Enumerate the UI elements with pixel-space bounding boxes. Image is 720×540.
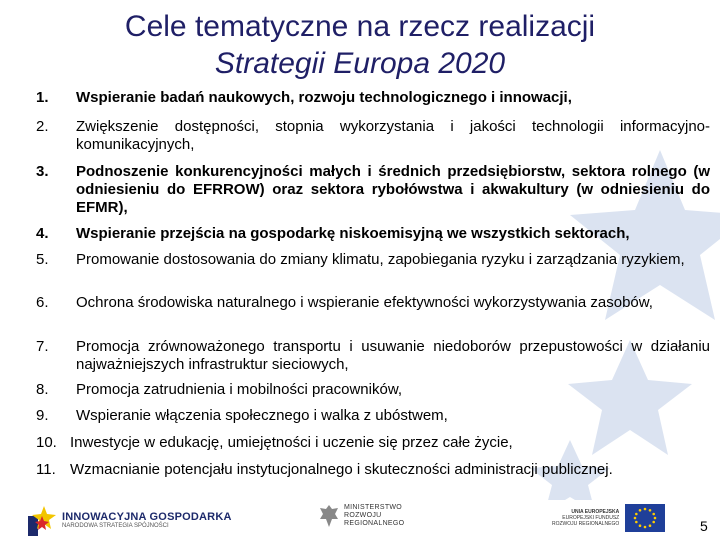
item-text: Podnoszenie konkurencyjności małych i średnich przedsiębiorstw, sektora rolnego (w odniesieniu do EFRROW) oraz sektora rybołówstwa i akwakultury (w odniesieniu do EFMR), bbox=[76, 163, 710, 216]
ig-star-icon bbox=[28, 504, 58, 536]
item-text: Promocja zatrudnienia i mobilności pracowników, bbox=[76, 381, 402, 398]
item-number: 6. bbox=[36, 294, 49, 311]
list-item bbox=[34, 434, 710, 452]
list-item bbox=[34, 89, 710, 107]
logo-right-line2: EUROPEJSKI FUNDUSZ bbox=[562, 515, 620, 521]
item-text: Inwestycje w edukację, umiejętności i uczenie się przez całe życie, bbox=[70, 434, 513, 451]
item-text: Wzmacnianie potencjału instytucjonalnego i skuteczności administracji publicznej. bbox=[70, 461, 613, 478]
logo-mid-line1: MINISTERSTWO bbox=[344, 504, 403, 511]
logo-left-line1: INNOWACYJNA GOSPODARKA bbox=[62, 511, 232, 523]
title-line-1: Cele tematyczne na rzecz realizacji bbox=[124, 10, 596, 43]
eu-flag-icon bbox=[625, 504, 665, 532]
list-item bbox=[34, 225, 710, 243]
logo-mid-line2: ROZWOJU bbox=[344, 512, 382, 519]
item-text: Promocja zrównoważonego transportu i usuwanie niedoborów przepustowości w działaniu najważniejszych infrastruktur sieciowych, bbox=[76, 338, 710, 373]
item-number: 11. bbox=[36, 461, 56, 478]
page-title bbox=[40, 8, 680, 82]
item-number: 1. bbox=[36, 89, 49, 106]
list-item bbox=[34, 294, 710, 312]
eu-logo bbox=[552, 504, 665, 532]
list-item bbox=[34, 118, 710, 154]
item-number: 4. bbox=[36, 225, 49, 242]
ministry-logo bbox=[318, 503, 404, 529]
list-item bbox=[34, 163, 710, 217]
logo-mid-line3: REGIONALNEGO bbox=[344, 520, 405, 527]
logo-left-line2: NARODOWA STRATEGIA SPÓJNOŚCI bbox=[62, 523, 169, 529]
item-number: 2. bbox=[36, 118, 49, 135]
item-text: Promowanie dostosowania do zmiany klimatu, zapobiegania ryzyku i zarządzania ryzykiem, bbox=[76, 251, 685, 268]
item-number: 10. bbox=[36, 434, 57, 451]
title-line-2: Strategii Europa 2020 bbox=[214, 47, 506, 80]
item-text: Wspieranie badań naukowych, rozwoju technologicznego i innowacji, bbox=[76, 89, 572, 106]
list-item bbox=[34, 461, 710, 479]
item-number: 5. bbox=[36, 251, 49, 268]
item-number: 3. bbox=[36, 163, 49, 180]
list-item bbox=[34, 381, 710, 399]
item-number: 8. bbox=[36, 381, 49, 398]
logo-right-line1: UNIA EUROPEJSKA bbox=[571, 509, 620, 515]
item-text: Zwiększenie dostępności, stopnia wykorzystania i jakości technologii informacyjno-komunikacyjnych, bbox=[76, 118, 710, 153]
list-item bbox=[34, 407, 710, 425]
item-text: Ochrona środowiska naturalnego i wspieranie efektywności wykorzystywania zasobów, bbox=[76, 294, 653, 311]
innowacyjna-gospodarka-logo bbox=[28, 504, 232, 536]
logo-right-line3: ROZWOJU REGIONALNEGO bbox=[552, 521, 620, 527]
eagle-emblem-icon bbox=[318, 503, 340, 529]
page-number: 5 bbox=[700, 518, 708, 534]
list-item bbox=[34, 251, 710, 269]
item-number: 7. bbox=[36, 338, 49, 355]
item-text: Wspieranie włączenia społecznego i walka z ubóstwem, bbox=[76, 407, 448, 424]
list-item bbox=[34, 338, 710, 374]
item-text: Wspieranie przejścia na gospodarkę niskoemisyjną we wszystkich sektorach, bbox=[76, 225, 630, 242]
item-number: 9. bbox=[36, 407, 49, 424]
